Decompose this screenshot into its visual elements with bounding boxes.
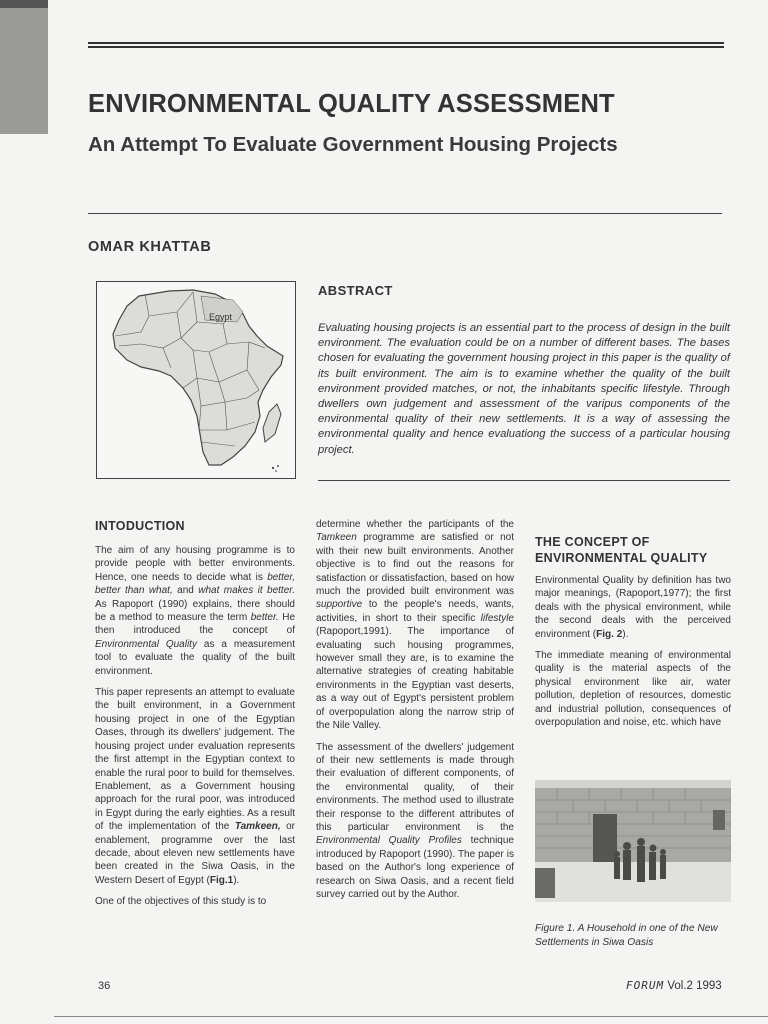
abstract-text: Evaluating housing projects is an essential part to the process of design in the built environment. The evaluation could be on a number of different bases. The bases chosen for evaluating the government housing project in this paper is the quality of its built environment. The aim is to examine whether the quality of the built environment provided matches, or not, the inhabitants specific lifestyle. Through dwellers own judgement and assessment of the varipus components of the environmental quality of their new settlements. It is a way of assessing the environmental quality and hence evaluationg the success of a particular housing project.	[318, 322, 730, 456]
page-number: 36	[98, 980, 111, 992]
concept-paragraph-1: Environmental Quality by definition has two major meanings, (Rapoport,1977); the first deals with the physical environment, while the second deals with the perceived environment (Fig. 2).	[535, 575, 731, 640]
intro-paragraph-1: The aim of any housing programme is to provide people with better environments. Hence, one needs to decide what is better, better than what, and what makes it better. As Rapoport (1990) explains, there should be a method to measure the term better. He then introduced the concept of Environmental Quality as a measurement tool to evaluate the quality of the built environment.	[95, 545, 296, 677]
household-photo-image	[535, 780, 731, 902]
author-name: OMAR KHATTAB	[88, 239, 212, 255]
intro-paragraph-2: This paper represents an attempt to evaluate the built environment, in a Government housing project in one of the Egyptian Oases, through its dwellers' judgement. The housing project under evaluation represents the first attempt in the Egyptian context to enable the rural poor to build for themselves. Enablement, as a Government housing approach for the rural poor, was introduced in Egypt during the early eighties. As a result of the implementation of the Tamkeen, or enablement, programme over the last decade, about eleven new settlements have been created in the Siwa Oasis, in the Western Desert of Egypt (Fig.1).	[95, 687, 296, 886]
bottom-edge-rule	[54, 1016, 768, 1017]
middle-paragraph-2: The assessment of the dwellers' judgement of their new settlements is made through their evaluation of different components, of the environmental quality, of their environments. The method used to illustrate their response to the different attributes of this particular environment is the Environmental Quality Profiles technique introduced by Rapoport (1990). The paper is based on the Author's long experience of research on Siwa Oasis, and a recent field survey carried out by the Author.	[316, 741, 514, 900]
title-rule	[88, 213, 722, 214]
africa-map-figure	[96, 281, 296, 479]
journal-footer	[626, 979, 722, 992]
article-title: ENVIRONMENTAL QUALITY ASSESSMENT	[88, 90, 615, 118]
abstract-rule	[318, 480, 730, 481]
map-country-label: Egypt	[209, 312, 233, 322]
column-concept	[535, 534, 731, 737]
middle-paragraph-1: determine whether the participants of the Tamkeen programme are satisfied or not with their new built environments. Another objective is to find out the reasons for satisfaction or dissatisfaction, based on how much the provided built environment was supportive to the people's needs, wants, activities, in short to their specific lifestyle (Rapoport,1991). The importance of evaluating such housing programmes, however small they are, is to examine the alternative strategies of creating habitable environments in the Egyptian vast deserts, as a way out of Egypt's persistent problem of overpopulation along the narrow strip of the Nile Valley.	[316, 519, 514, 732]
figure-caption: Figure 1. A Household in one of the New Settlements in Siwa Oasis	[535, 923, 718, 948]
column-introduction	[95, 518, 295, 917]
header-double-rule	[88, 42, 724, 48]
article-subtitle: An Attempt To Evaluate Government Housing Projects	[88, 133, 618, 156]
africa-map-icon	[97, 282, 297, 480]
journal-volume: Vol.2 1993	[667, 980, 722, 992]
concept-heading: THE CONCEPT OF ENVIRONMENTAL QUALITY	[535, 535, 708, 565]
intro-paragraph-3: One of the objectives of this study is to	[95, 896, 267, 908]
introduction-heading: INTODUCTION	[95, 519, 185, 533]
page-edge-tab	[0, 0, 48, 134]
concept-paragraph-2: The immediate meaning of environmental quality is the material aspects of the physical environment like air, water pollution, depletion of resources, domestic and industrial pollution, consequences of overpopulation and noise, etc. which have	[535, 650, 731, 729]
column-middle	[316, 518, 514, 909]
household-photo	[535, 780, 731, 902]
abstract-heading: ABSTRACT	[318, 283, 393, 298]
journal-name: FORUM	[626, 979, 665, 992]
